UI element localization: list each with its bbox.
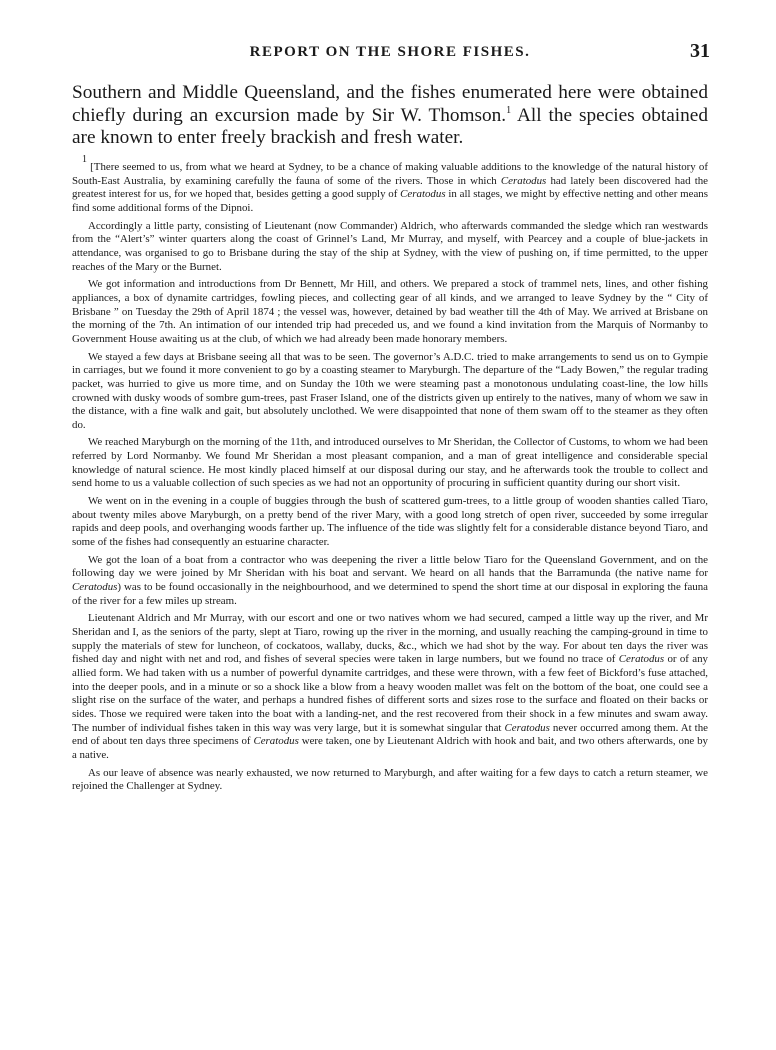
page-header — [70, 40, 710, 66]
footnote-text: [There seemed to us, from what we heard at Sydney, to be a chance of making valuable additions to the knowledge of the natural history of South-East Australia, by examining carefully the fauna of some of the rivers. Those in which — [72, 161, 708, 187]
footnote-text: We got the loan of a boat from a contractor who was deepening the river a little below Tiaro for the Queensland Government, and on the following day we were joined by Mr Sheridan with his boat and servant. We heard on all hands that the Barramunda (the native name for — [72, 553, 708, 580]
species-name: Ceratodus — [504, 721, 550, 734]
footnote-text: or of any allied form. We had taken with us a number of powerful dynamite cartridges, and these were thrown, with a few feet of Bickford’s fuse attached, into the deeper pools, and in a minute or so a shock like a blow from a heavy wooden mallet was felt on the bottom of the boat, one could see a slight rise on the surface of the water, and perhaps a hundred fishes of different sorts and sizes rose to the surface and floated on their backs or sides. Those we required were taken into the boat with a landing-net, and the rest recovered from their shock in a few minutes and swam away. The number of individual fishes taken in this way was very large, but it is somewhat singular that — [72, 653, 708, 734]
footnote-body — [72, 154, 708, 798]
page-number: 31 — [690, 40, 710, 62]
species-name: Ceratodus — [72, 581, 118, 594]
footnote-marker[interactable]: 1 — [506, 104, 512, 116]
footnote-text: never occurred among them. At the end of about ten days three specimens of — [72, 721, 708, 748]
footnote-text: were taken, one by Lieutenant Aldrich with hook and bait, and two others afterwards, one by a native. — [72, 735, 708, 761]
footnote-paragraph-6: We went on in the evening in a couple of buggies through the bush of scattered gum-trees, to a little group of wooden shanties called Tiaro, about twenty miles above Maryburgh, on a pretty bend of the river Mary, with a good long stretch of open river, succeeded by some irregular rapids and deep pools, and overhanging woods farther up. The influence of the tide was slightly felt for a considerable distance beyond Tiaro, and some of the fishes had consequently an estuarine character. — [72, 495, 708, 549]
footnote-paragraph-4: We stayed a few days at Brisbane seeing all that was to be seen. The governor’s A.D.C. tried to make arrangements to send us on to Gympie in carriages, but we found it more convenient to go by a coasting steamer to Maryburgh. The departure of the “Lady Bowen,” the regular trading packet, was hurried to give us more time, and on Sunday the 10th we were steaming past a monotonous undulating coast-line, the low hills crowned with dusky woods of sombre gum-trees, past Fraser Island, one of the districts given up entirely to the natives, many of whom we saw in the distance, with a fine walk and gait, but absolutely unclothed. We were disappointed that none of them swam off to the steamer as they often do. — [72, 350, 708, 431]
species-name: Ceratodus — [400, 188, 446, 201]
species-name: Ceratodus — [500, 174, 547, 187]
footnote-text: in all stages, we might by effective netting and other means find some additional forms of the Dipnoi. — [72, 188, 708, 214]
footnote-text: ) was to be found occasionally in the neighbourhood, and we determined to spend the short time at our disposal in exploring the fauna of the river for a few miles up stream. — [72, 581, 708, 607]
footnote-label: 1 — [82, 154, 87, 165]
footnote-paragraph-7 — [72, 554, 708, 609]
footnote-paragraph-3: We got information and introductions from Dr Bennett, Mr Hill, and others. We prepared a stock of trammel nets, lines, and other fishing appliances, a box of dynamite cartridges, fowling pieces, and collecting gear of all kinds, and we arranged to leave Sydney by the “ City of Brisbane ” on Tuesday the 29th of April 1874 ; the vessel was, however, detained by bad weather till the 4th of May. We arrived at Brisbane on the morning of the 7th. An intimation of our intended trip had preceded us, and we found a kind invitation from the Marquis of Normanby to Government House awaiting us at the club, of which we had already been made honorary members. — [72, 278, 708, 345]
species-name: Ceratodus — [253, 735, 299, 748]
footnote-paragraph-9: As our leave of absence was nearly exhausted, we now returned to Maryburgh, and after waiting for a few days to catch a return steamer, we rejoined the Challenger at Sydney. — [72, 766, 708, 793]
footnote-paragraph-2: Accordingly a little party, consisting of Lieutenant (now Commander) Aldrich, who afterwards commanded the sledge which ran westwards from the “Alert’s” winter quarters along the coast of Grinnel’s Land, Mr Murray, and myself, with Pearcey and a couple of blue-jackets in attendance, was organised to go to Brisbane during the stay of the ship at Sydney, with the view of pushing on, if time permitted, to the upper reaches of the Mary or the Burnet. — [72, 219, 708, 273]
footnote-paragraph-1 — [72, 154, 708, 216]
lead-text-after: All the species obtained are known to enter freely brackish and fresh water. — [72, 104, 708, 148]
lead-paragraph — [72, 82, 708, 150]
running-title: REPORT ON THE SHORE FISHES. — [249, 44, 531, 60]
footnote-text: Lieutenant Aldrich and Mr Murray, with our escort and one or two natives whom we had secured, camped a little way up the river, and Mr Sheridan and I, as the seniors of the party, slept at Tiaro, rowing up the river in the morning, and usually reaching the camping-ground in time to supply the materials of stew for luncheon, of cockatoos, wallaby, ducks, &c., which we had shot by the way. For about ten days the river was fished day and night with net and rod, and fishes of several species were taken in large numbers, but we found no trace of — [72, 612, 708, 666]
species-name: Ceratodus — [618, 653, 665, 666]
lead-text: Southern and Middle Queensland, and the fishes enumerated here were obtained chiefly during an excursion made by Sir W. Thomson. — [72, 82, 708, 126]
footnote-paragraph-8 — [72, 612, 708, 762]
footnote-text: had lately been discovered had the greatest interest for us, for we hoped that, besides getting a good supply of — [72, 174, 708, 201]
footnote-paragraph-5: We reached Maryburgh on the morning of the 11th, and introduced ourselves to Mr Sheridan, the Collector of Customs, to whom we had been referred by Lord Normanby. We found Mr Sheridan a most pleasant companion, and a man of great intelligence and considerable special knowledge of natural science. He most kindly placed himself at our disposal during our stay, and he afterwards took the trouble to collect and send home to us a valuable collection of such species as we had not an opportunity of procuring in sufficient quantity during our short visit. — [72, 436, 708, 490]
